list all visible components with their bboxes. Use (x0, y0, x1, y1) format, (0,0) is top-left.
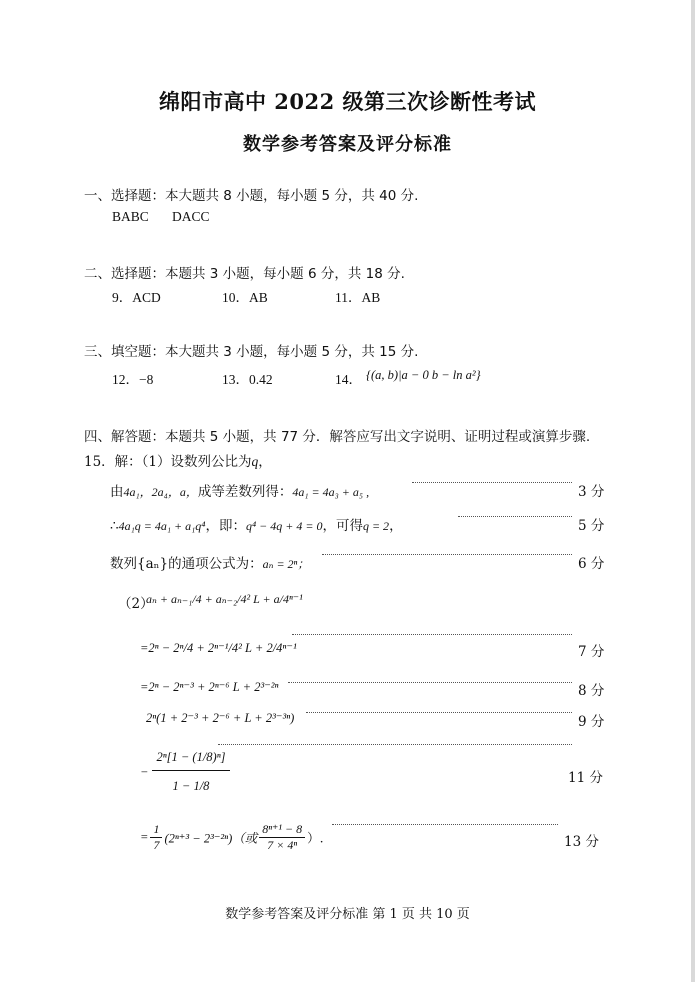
step-2-eq3: q = 2 (362, 519, 390, 533)
step-1 (110, 480, 369, 500)
line-13-frac-den: 7 (153, 838, 160, 852)
q15-intro (84, 450, 272, 470)
step-2-mid: ，即： (205, 518, 246, 534)
line-11-denominator: 1 − 1/8 (172, 779, 210, 793)
step-2-eq: 4a₁q = 4a₁ + a₁q⁴ (118, 519, 206, 533)
section-1-answers-a: BABC (112, 209, 149, 224)
answer-q13: 13．0.42 (222, 372, 273, 387)
step-2-end: ， (389, 518, 403, 534)
leader-dots (458, 516, 572, 517)
answer-q14-expr: {(a, b)|a − 0 b − ln a²} (366, 368, 481, 382)
line-13-expr: (2ⁿ⁺³ − 2³⁻²ⁿ)（或 (164, 831, 258, 846)
leader-dots (306, 712, 572, 713)
section-1-answers-b: DACC (172, 209, 210, 224)
line-13 (140, 822, 324, 853)
line-13-alt-den: 7 × 4ⁿ (267, 838, 298, 852)
step-1-text: 成等差数列得： (197, 484, 293, 500)
minus-sign: − (140, 764, 149, 779)
leader-dots (292, 634, 572, 635)
leader-dots (218, 744, 572, 745)
answer-q11: 11．AB (335, 290, 381, 305)
leader-dots (332, 824, 558, 825)
score-13: 13 分 (564, 834, 599, 850)
part-2-expr: aₙ + aₙ₋₁/4 + aₙ₋₂/4² L + a/4ⁿ⁻¹ (146, 592, 303, 606)
section-3-heading: 三、填空题：本大题共 3 小题，每小题 5 分，共 15 分. (84, 344, 419, 360)
fraction (152, 748, 229, 795)
line-13-end: ）. (307, 830, 324, 846)
page-title: 绵阳市高中 2022 级第三次诊断性考试 (158, 89, 537, 114)
line-11-numerator: 2ⁿ[1 − (1/8)ⁿ] (152, 748, 229, 771)
step-2 (110, 514, 403, 534)
q15-intro-text: 15．解：（1）设数列公比为 (84, 454, 252, 470)
line-13-pre: = (140, 830, 149, 844)
step-1-pre: 由 (110, 484, 124, 500)
leader-dots (322, 554, 572, 555)
line-7-expr: =2ⁿ − 2ⁿ/4 + 2ⁿ⁻¹/4² L + 2/4ⁿ⁻¹ (140, 641, 297, 655)
section-1-heading: 一、选择题：本大题共 8 小题，每小题 5 分，共 40 分. (84, 188, 419, 204)
score-8: 8 分 (578, 683, 605, 699)
line-13-alt-num: 8ⁿ⁺¹ − 8 (259, 822, 305, 838)
score-5: 5 分 (578, 518, 605, 534)
step-2-mid2: ，可得 (322, 518, 363, 534)
page-subtitle: 数学参考答案及评分标准 (243, 134, 452, 155)
step-3-eq: aₙ = 2ⁿ； (262, 557, 310, 571)
line-8-expr: =2ⁿ − 2ⁿ⁻³ + 2ⁿ⁻⁶ L + 2³⁻²ⁿ (140, 680, 279, 694)
q15-intro-comma: ， (258, 454, 272, 470)
score-6: 6 分 (578, 556, 605, 572)
step-2-eq2: q⁴ − 4q + 4 = 0 (245, 519, 323, 533)
step-1-terms: 4a₁，2a₄，a， (123, 485, 198, 499)
step-3 (110, 552, 309, 572)
score-9: 9 分 (578, 714, 605, 730)
section-2-heading: 二、选择题：本题共 3 小题，每小题 6 分，共 18 分. (84, 266, 405, 282)
score-3: 3 分 (578, 484, 605, 500)
answer-q9: 9．ACD (112, 290, 161, 305)
leader-dots (288, 682, 572, 683)
page-footer: 数学参考答案及评分标准 第 1 页 共 10 页 (225, 907, 470, 922)
section-4-heading: 四、解答题：本题共 5 小题，共 77 分．解答应写出文字说明、证明过程或演算步骤. (84, 429, 591, 445)
step-1-eq: 4a₁ = 4a₃ + a₅ , (292, 485, 370, 499)
line-13-frac-num: 1 (150, 822, 162, 838)
part-2-label: （2） (118, 596, 154, 612)
score-11: 11 分 (568, 770, 603, 786)
line-13-frac (150, 822, 162, 853)
q15-q-symbol: q (251, 454, 259, 469)
step-3-text: 数列{aₙ}的通项公式为： (110, 556, 263, 572)
answer-q12: 12．−8 (112, 372, 154, 387)
leader-dots (412, 482, 572, 483)
line-9-expr: 2ⁿ(1 + 2⁻³ + 2⁻⁶ + L + 2³⁻³ⁿ) (146, 711, 295, 725)
line-13-alt-frac (259, 822, 305, 853)
answer-q10: 10．AB (222, 290, 268, 305)
score-7: 7 分 (578, 644, 605, 660)
line-11-fraction (140, 748, 230, 795)
answer-q14-label: 14． (335, 372, 362, 387)
step-2-pre: ∴ (110, 518, 119, 534)
